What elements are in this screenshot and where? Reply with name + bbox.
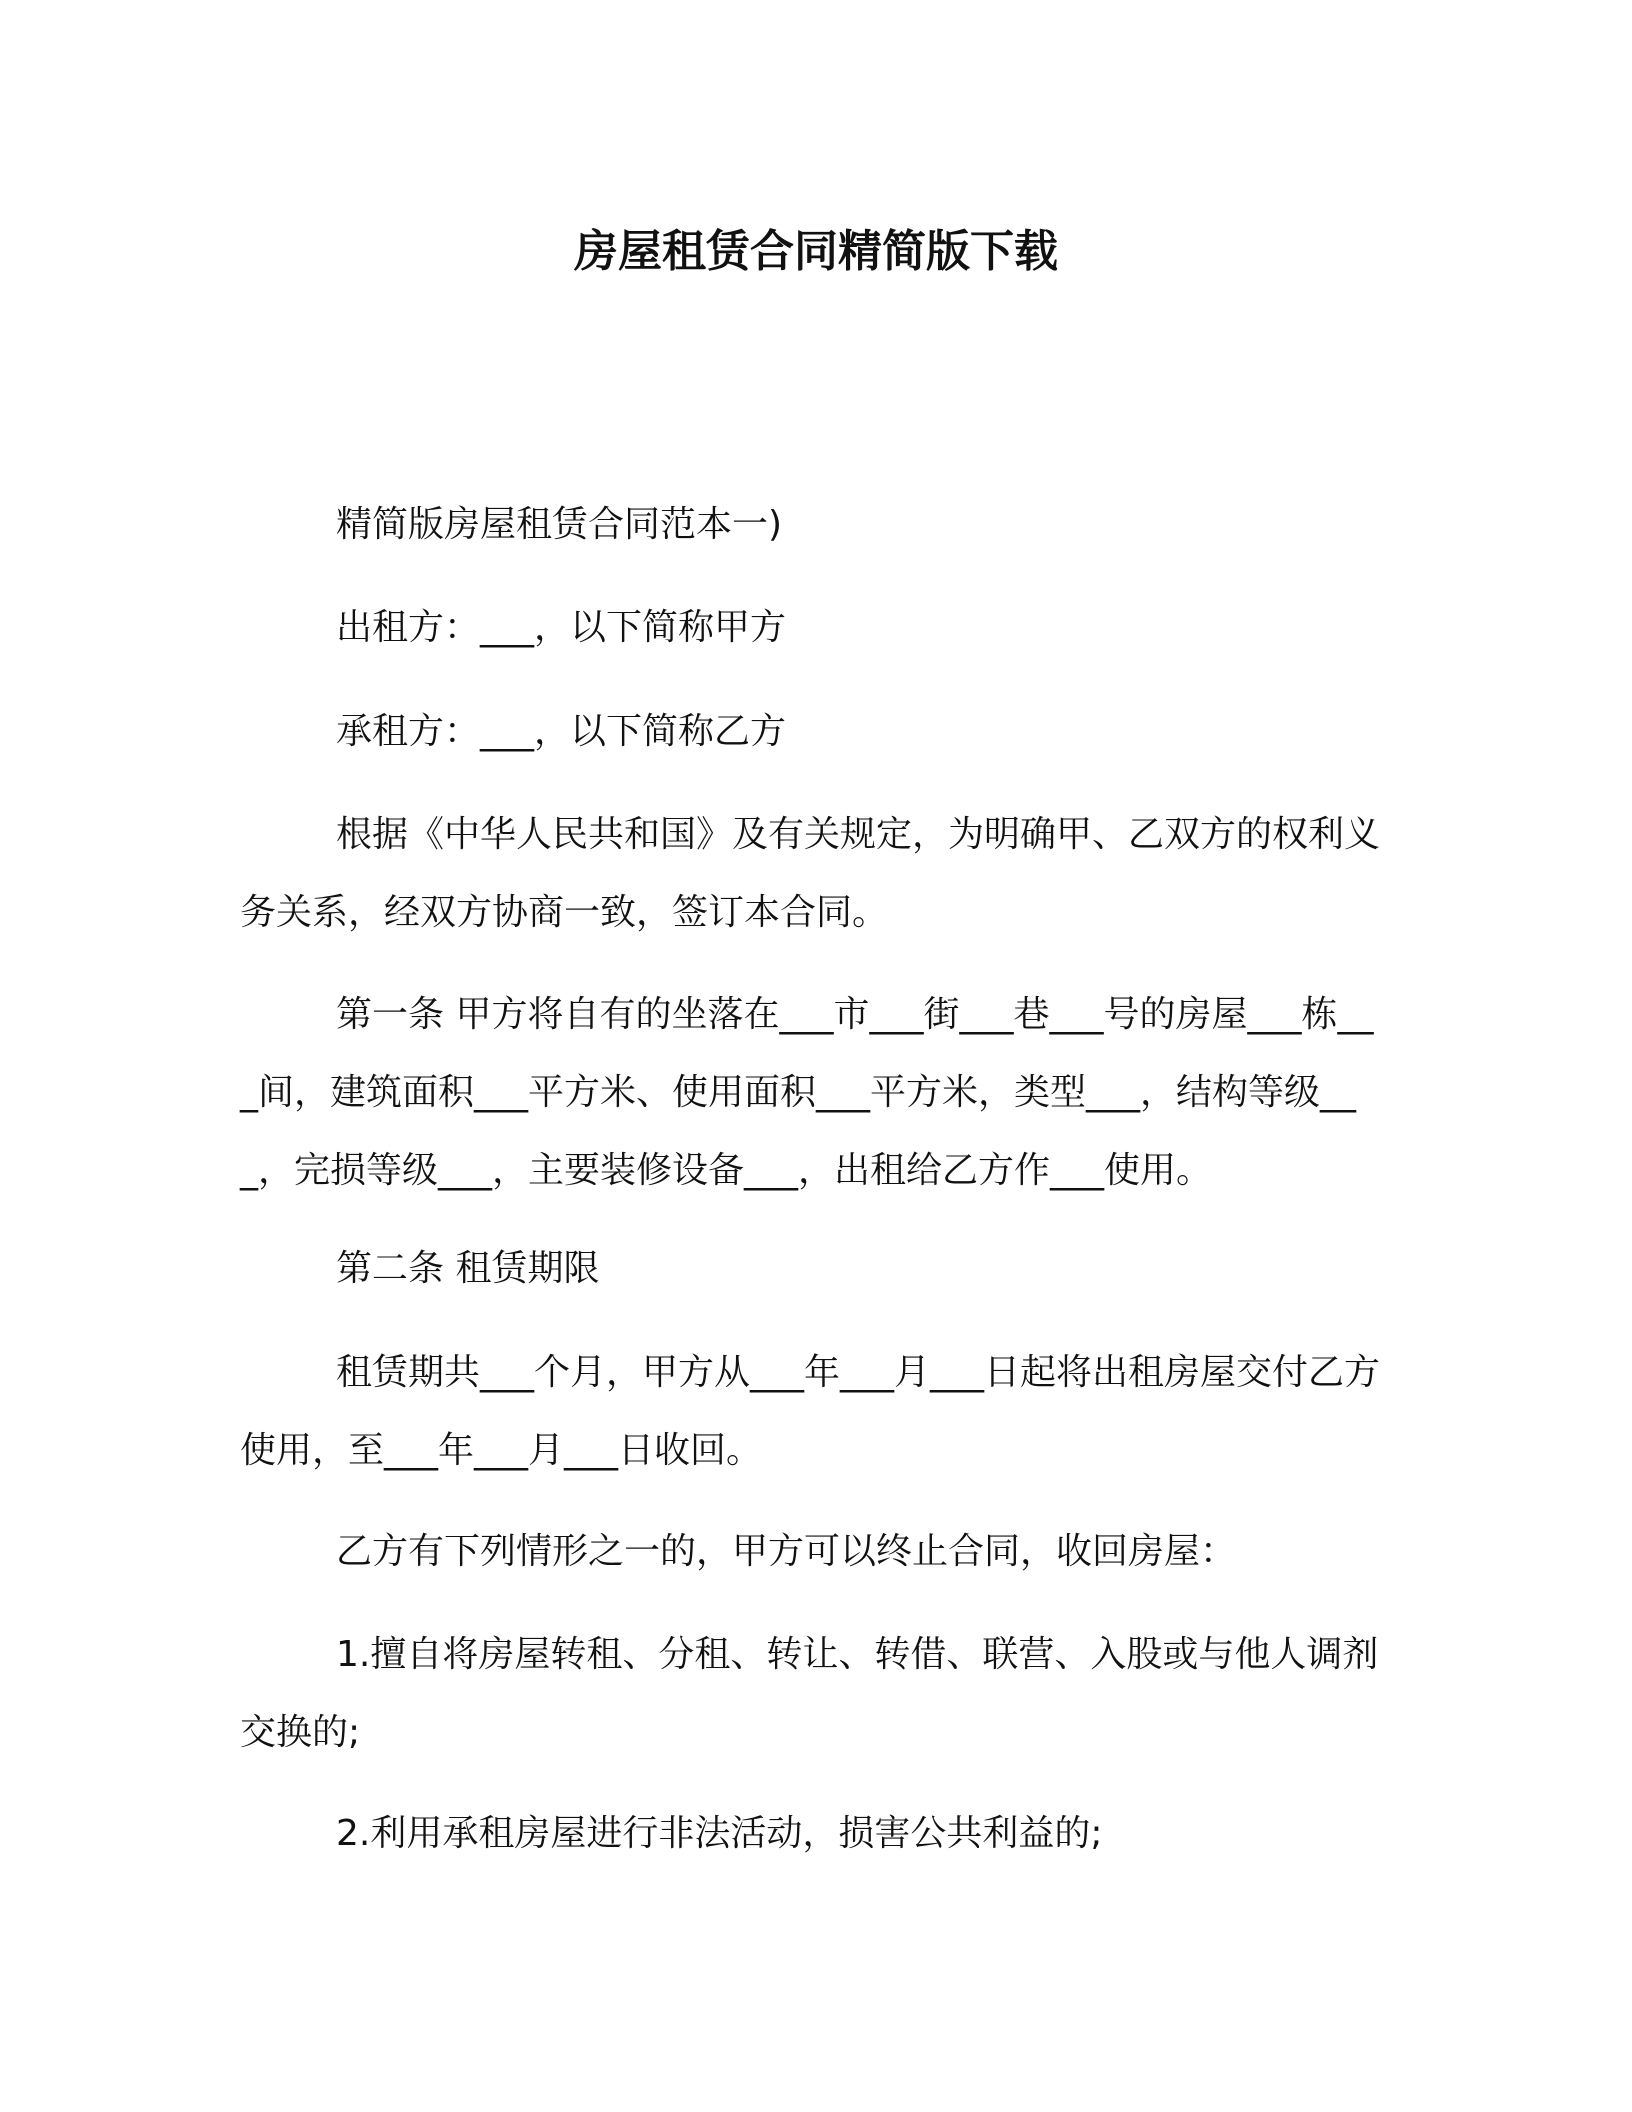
paragraph-lessee: 承租方：___，以下简称乙方 [336,711,787,752]
paragraph-lessor: 出租方：___，以下简称甲方 [336,607,787,648]
paragraph-preamble: 根据《中华人民共和国》及有关规定，为明确甲、乙双方的权利义务关系，经双方协商一致，签订本合同。 [240,814,1381,933]
document-title: 房屋租赁合同精简版下载 [574,226,1058,277]
paragraph-article-two-heading: 第二条 租赁期限 [336,1248,600,1289]
paragraph-article-one: 第一条 甲方将自有的坐落在___市___街___巷___号的房屋___栋___间，建筑面积___平方米、使用面积___平方米，类型___，结构等级___，完损等级___，主要装修设备___，出租给乙方作___使用。 [240,994,1374,1191]
paragraph-template-heading: 精简版房屋租赁合同范本一) [336,504,783,545]
paragraph-clause-1: 1.擅自将房屋转租、分租、转让、转借、联营、入股或与他人调剂交换的; [240,1634,1379,1753]
paragraph-lease-term: 租赁期共___个月，甲方从___年___月___日起将出租房屋交付乙方使用，至___年___月___日收回。 [240,1352,1381,1471]
paragraph-termination-intro: 乙方有下列情形之一的，甲方可以终止合同，收回房屋： [336,1531,1237,1572]
paragraph-clause-2: 2.利用承租房屋进行非法活动，损害公共利益的; [336,1813,1103,1854]
